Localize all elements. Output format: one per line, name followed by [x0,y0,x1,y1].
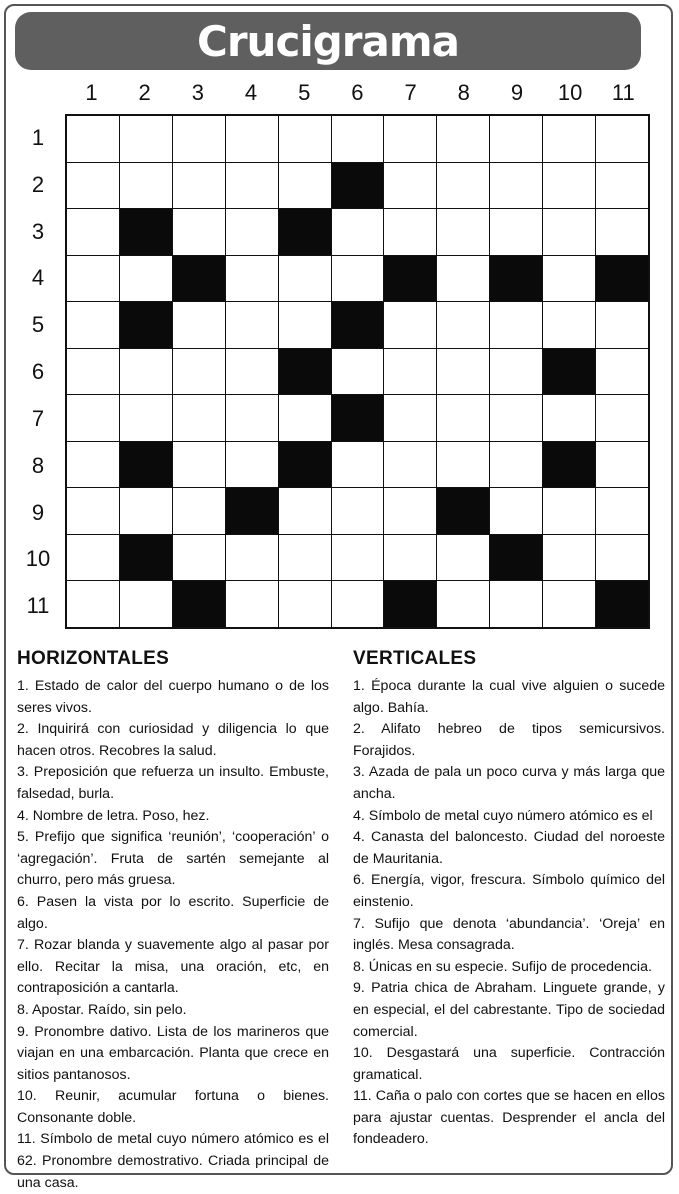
row-number: 6 [31,359,45,385]
column-number: 6 [351,80,364,105]
grid-cell[interactable] [226,302,278,348]
grid-cell[interactable] [332,488,384,534]
grid-cell[interactable] [543,116,595,162]
grid-cell[interactable] [173,535,225,581]
black-cell [173,256,225,302]
grid-cell[interactable] [226,256,278,302]
clue-item: 3. Azada de pala un poco curva y más larga que ancha. [353,764,665,802]
grid-cell[interactable] [226,163,278,209]
column-number: 11 [611,80,635,105]
black-cell [173,581,225,627]
grid-cell[interactable] [226,209,278,255]
grid-cell[interactable] [384,116,436,162]
grid-cell[interactable] [279,256,331,302]
grid-cell[interactable] [490,116,542,162]
column-number: 3 [191,80,204,105]
grid-cell[interactable] [490,442,542,488]
clue-item: 2. Inquirirá con curiosidad y diligencia lo que hacen otros. Recobres la salud. [17,721,329,759]
grid-cell[interactable] [67,488,119,534]
black-cell [490,535,542,581]
grid-cell[interactable] [543,581,595,627]
grid-cell[interactable] [67,163,119,209]
clue-item: 8. Únicas en su especie. Sufijo de procedencia. [353,958,652,975]
grid-cell[interactable] [279,488,331,534]
grid-cell[interactable] [437,535,489,581]
grid-cell[interactable] [384,442,436,488]
grid-cell[interactable] [332,442,384,488]
grid-cell[interactable] [173,395,225,441]
black-cell [437,488,489,534]
grid-cell[interactable] [596,163,648,209]
grid-cell[interactable] [384,302,436,348]
grid-cell[interactable] [332,209,384,255]
black-cell [596,581,648,627]
clue-item: 6. Pasen la vista por lo escrito. Superficie de algo. [17,893,329,932]
horizontal-clue-list [17,676,329,1194]
grid-cell[interactable] [67,116,119,162]
grid-cell[interactable] [332,535,384,581]
black-cell [279,349,331,395]
grid-cell[interactable] [279,163,331,209]
grid-cell[interactable] [384,349,436,395]
clue-item: 11. Caña o palo con cortes que se hacen en ellos para ajustar cuentas. Desprender el ancla del fondeadero. [353,1088,665,1148]
grid-cell[interactable] [67,256,119,302]
grid-cell[interactable] [67,395,119,441]
grid-cell[interactable] [67,442,119,488]
grid-cell[interactable] [437,163,489,209]
clue-item: 10. Desgastará una superficie. Contracción gramatical. [353,1045,665,1083]
black-cell [279,209,331,255]
grid-cell[interactable] [596,488,648,534]
grid-cell[interactable] [173,488,225,534]
row-number: 4 [31,265,45,291]
row-number: 1 [31,125,45,150]
grid-cell[interactable] [173,349,225,395]
grid-cell[interactable] [279,116,331,162]
column-number: 7 [404,80,417,105]
grid-cell[interactable] [67,535,119,581]
grid-cell[interactable] [332,116,384,162]
grid-cell[interactable] [67,349,119,395]
grid-cell[interactable] [173,442,225,488]
grid-cell[interactable] [173,116,225,162]
grid-cell[interactable] [437,302,489,348]
grid-cell[interactable] [543,256,595,302]
column-number: 10 [557,80,583,105]
grid-cell[interactable] [226,581,278,627]
grid-cell[interactable] [332,256,384,302]
clue-item: 1. Época durante la cual vive alguien o sucede algo. Bahía. [353,678,665,716]
grid-cell[interactable] [490,395,542,441]
grid-cell[interactable] [173,302,225,348]
column-number: 9 [510,80,524,105]
black-cell [279,442,331,488]
black-cell [384,581,436,627]
row-number: 5 [31,312,45,338]
clue-item: 4. Canasta del baloncesto. Ciudad del noroeste de Mauritania. [353,829,665,867]
grid-cell[interactable] [437,442,489,488]
grid-cell[interactable] [490,209,542,255]
grid-cell[interactable] [437,581,489,627]
grid-cell[interactable] [437,349,489,395]
black-cell [332,395,384,441]
clue-item: 4. Nombre de letra. Poso, hez. [17,807,210,824]
clue-item: 2. Alifato hebreo de tipos semicursivos. Forajidos. [353,721,665,759]
row-number: 7 [31,405,45,431]
horizontal-heading: HORIZONTALES [17,648,170,669]
grid-cell[interactable] [596,116,648,162]
grid-cell[interactable] [596,302,648,348]
grid-cell[interactable] [490,488,542,534]
grid-cell[interactable] [543,535,595,581]
grid-cell[interactable] [543,209,595,255]
row-number: 9 [31,499,45,525]
grid-cell[interactable] [120,488,172,534]
grid-cell[interactable] [226,442,278,488]
vertical-heading: VERTICALES [353,648,477,669]
black-cell [120,209,172,255]
grid-cell[interactable] [490,581,542,627]
black-cell [226,488,278,534]
black-cell [543,349,595,395]
grid-cell[interactable] [226,535,278,581]
black-cell [120,302,172,348]
grid-cell[interactable] [596,395,648,441]
row-number: 11 [26,593,50,619]
grid-cell[interactable] [596,442,648,488]
grid-cell[interactable] [226,116,278,162]
crossword-grid [65,114,650,629]
black-cell [120,535,172,581]
grid-cell[interactable] [120,256,172,302]
column-number: 4 [244,80,258,105]
grid-cell[interactable] [173,209,225,255]
grid-cell[interactable] [173,163,225,209]
grid-cell[interactable] [596,349,648,395]
row-number: 2 [31,171,45,197]
grid-cell[interactable] [120,116,172,162]
grid-cell[interactable] [226,395,278,441]
horizontal-clues-section [17,648,329,1194]
clue-item: 9. Pronombre dativo. Lista de los marineros que viajan en una embarcación. Planta que crece en sitios pantanosos. [17,1023,329,1083]
clue-item: 7. Rozar blanda y suavemente algo al pasar por ello. Recitar la misa, una oración, etc, en contraposición a cantarla. [17,937,329,997]
grid-cell[interactable] [332,581,384,627]
clue-item: 10. Reunir, acumular fortuna o bienes. Consonante doble. [17,1088,329,1126]
clue-item: 9. Patria chica de Abraham. Linguete grande, y en especial, el del cabrestante. Tipo de sociedad comercial. [353,980,665,1040]
black-cell [543,442,595,488]
grid-cell[interactable] [437,256,489,302]
grid-cell[interactable] [596,535,648,581]
column-number: 8 [457,80,470,105]
column-number: 1 [85,80,98,105]
vertical-clue-list [353,676,665,1151]
grid-cell[interactable] [120,581,172,627]
grid-cell[interactable] [596,209,648,255]
row-number: 8 [31,452,45,478]
clue-item: 4. Símbolo de metal cuyo número atómico es el [353,807,653,824]
column-number: 2 [138,80,151,105]
grid-cell[interactable] [490,302,542,348]
page-title: Crucigrama [197,16,459,66]
grid-cell[interactable] [120,349,172,395]
row-number: 10 [25,546,51,572]
grid-cell[interactable] [67,209,119,255]
grid-cell[interactable] [543,163,595,209]
grid-cell[interactable] [226,349,278,395]
black-cell [490,256,542,302]
clue-item: 11. Símbolo de metal cuyo número atómico es el 62. Pronombre demostrativo. Criada principal de una casa. [17,1131,329,1191]
grid-cell[interactable] [384,535,436,581]
grid-cell[interactable] [384,209,436,255]
clue-item: 1. Estado de calor del cuerpo humano o de los seres vivos. [17,678,329,716]
clue-item: 8. Apostar. Raído, sin pelo. [17,1001,187,1018]
grid-cell[interactable] [490,349,542,395]
column-number: 5 [298,80,311,105]
grid-cell[interactable] [384,395,436,441]
clue-item: 7. Sufijo que denota ‘abundancia’. ‘Oreja’ en inglés. Mesa consagrada. [353,915,665,954]
grid-cell[interactable] [384,488,436,534]
grid-cell[interactable] [543,488,595,534]
grid-cell[interactable] [543,302,595,348]
grid-cell[interactable] [543,395,595,441]
clue-item: 6. Energía, vigor, frescura. Símbolo químico del einstenio. [353,872,665,910]
grid-cell[interactable] [332,349,384,395]
grid-cell[interactable] [490,163,542,209]
grid-cell[interactable] [67,302,119,348]
grid-cell[interactable] [67,581,119,627]
black-cell [332,302,384,348]
black-cell [384,256,436,302]
grid-cell[interactable] [437,209,489,255]
grid-cell[interactable] [279,302,331,348]
grid-cell[interactable] [120,163,172,209]
clue-item: 3. Preposición que refuerza un insulto. Embuste, falsedad, burla. [17,764,329,802]
grid-cell[interactable] [437,116,489,162]
black-cell [596,256,648,302]
row-number: 3 [31,218,45,244]
black-cell [332,163,384,209]
grid-cell[interactable] [279,581,331,627]
grid-cell[interactable] [437,395,489,441]
grid-cell[interactable] [384,163,436,209]
vertical-clues-section [353,648,665,1151]
black-cell [120,442,172,488]
title-banner [15,12,641,70]
grid-cell[interactable] [279,395,331,441]
clue-item: 5. Prefijo que significa ‘reunión’, ‘cooperación’ o ‘agregación’. Fruta de sartén semejante al churro, pero más gruesa. [17,829,329,889]
grid-cell[interactable] [279,535,331,581]
grid-cell[interactable] [120,395,172,441]
